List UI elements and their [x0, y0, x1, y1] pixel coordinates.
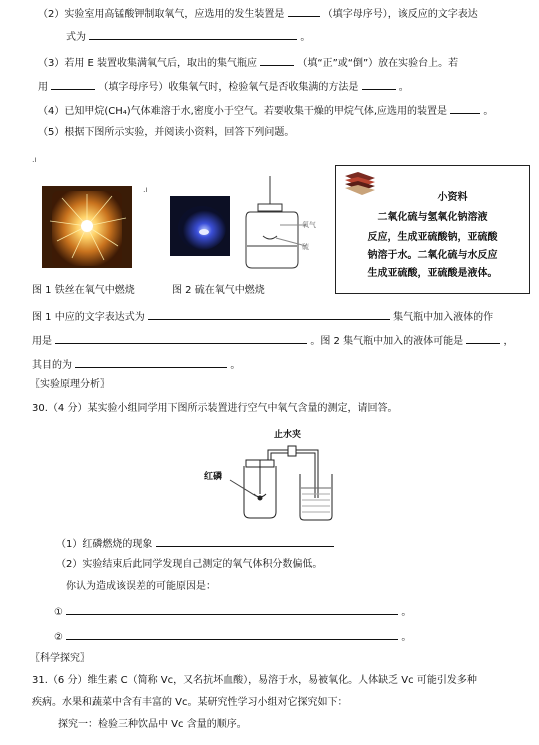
info-box-line-4: 生成亚硫酸，亚硫酸是液体。 [367, 268, 498, 279]
q4-blank-device[interactable] [450, 103, 480, 114]
q30-sub1-text: （1）红磷燃烧的现象 [56, 539, 153, 550]
q3-text-b: （填“正”或“倒”）放在实验台上。若 [297, 58, 459, 69]
q30-item2 [54, 629, 411, 645]
q3-line1 [38, 55, 458, 71]
q5-answer-line3 [32, 357, 240, 373]
q2-period: 。 [300, 32, 311, 43]
q2-line2 [66, 29, 310, 45]
q5-answer-text-a: 图 1 中应的文字表达式为 [32, 312, 145, 323]
figure2-photo [170, 196, 230, 256]
info-box-line-3: 钠溶于水。二氧化硫与水反应 [367, 250, 498, 261]
section-heading-inquiry: 〖科学探究〗 [30, 653, 90, 664]
q4-line [38, 103, 493, 119]
q3-text-d: （填字母序号）收集氧气时，检验氧气是否收集满的方法是 [98, 82, 359, 93]
figure2-label-sulfur: 硫 [302, 243, 309, 251]
q4-text: （4）已知甲烷(CH₄)气体难溶于水,密度小于空气。若要收集干燥的甲烷气体,应选用的装置是 [38, 106, 448, 117]
info-box-title: 小资料 [437, 192, 468, 203]
figure2-diagram [236, 176, 316, 271]
q5-answer-text-c: 用是 [32, 336, 52, 347]
figure1-mark: .ı [143, 185, 148, 194]
q30-blank-phenomenon[interactable] [156, 536, 334, 547]
q5-answer-text-b: 集气瓶中加入液体的作 [393, 312, 494, 323]
figure1-image [42, 186, 132, 268]
q5-answer-period: 。 [230, 360, 241, 371]
q30-label-phosphorus: 红磷 [204, 472, 223, 482]
q30-title: 30.（4 分）某实验小组同学用下图所示装置进行空气中氧气含量的测定，请回答。 [32, 403, 398, 414]
q30-item2-label: ② [54, 632, 63, 643]
q5-blank-liquid[interactable] [466, 333, 500, 344]
q3-blank-orientation[interactable] [260, 55, 294, 66]
paragraph-mark: .ı [32, 155, 37, 164]
q31-line3: 探究一：检验三种饮品中 Vc 含量的顺序。 [58, 719, 247, 730]
figure1-caption: 图 1 铁丝在氧气中燃烧 [32, 285, 135, 296]
q30-sub2: （2）实验结束后此同学发现自己测定的氧气体积分数偏低。 [56, 559, 323, 570]
q5-answer-line2 [32, 333, 513, 349]
q3-blank-collect[interactable] [51, 79, 95, 90]
section-heading-principle: 〖实验原理分析〗 [30, 379, 110, 390]
q5-blank-liquid-purpose[interactable] [55, 333, 307, 344]
q30-item1 [54, 604, 411, 620]
info-box-line-1: 二氧化硫与氢氧化钠溶液 [377, 212, 488, 223]
q30-blank-reason1[interactable] [66, 604, 398, 615]
q2-text-a: （2）实验室用高锰酸钾制取氧气，应选用的发生装置是 [38, 9, 285, 20]
figure2-label-oxygen: 氧气 [302, 221, 316, 229]
q2-text-c: 式为 [66, 32, 86, 43]
q5-blank-equation[interactable] [148, 309, 390, 320]
q5-answer-comma: ， [503, 336, 514, 347]
q2-blank-device[interactable] [288, 6, 320, 17]
q5-answer-line1 [32, 309, 493, 325]
q3-text-c: 用 [38, 82, 48, 93]
q30-sub1 [56, 536, 334, 552]
info-box [335, 165, 530, 294]
q3-period: 。 [398, 82, 409, 93]
q2-line1 [38, 6, 478, 22]
q5-answer-text-d: 。图 2 集气瓶中加入的液体可能是 [310, 336, 464, 347]
figure2-caption: 图 2 硫在氧气中燃烧 [172, 285, 265, 296]
q30-item1-label: ① [54, 607, 63, 618]
q30-item1-dot: 。 [401, 607, 412, 618]
q31-line2: 疾病。水果和蔬菜中含有丰富的 Vc。某研究性学习小组对它探究如下： [32, 697, 348, 708]
q3-text-a: （3）若用 E 装置收集满氧气后，取出的集气瓶应 [38, 58, 258, 69]
q2-text-b: （填字母序号），该反应的文字表达 [322, 9, 478, 20]
q2-blank-equation[interactable] [89, 29, 297, 40]
q4-period: 。 [483, 106, 494, 117]
q3-line2 [38, 79, 409, 95]
info-box-line-2: 反应，生成亚硫酸钠，亚硫酸 [367, 232, 498, 243]
q30-sub3: 你认为造成该误差的可能原因是： [66, 581, 216, 592]
q5-intro: （5）根据下图所示实验，并阅读小资料，回答下列问题。 [38, 127, 295, 138]
q5-answer-text-e: 其目的为 [32, 360, 72, 371]
q31-line1: 31.（6 分）维生素 C（简称 Vc，又名抗坏血酸），易溶于水，易被氧化。人体缺乏 Vc 可能引发多种 [32, 675, 477, 686]
q3-blank-method[interactable] [362, 79, 396, 90]
q5-blank-purpose[interactable] [75, 357, 227, 368]
q30-apparatus [200, 428, 350, 522]
q30-label-clamp: 止水夹 [274, 430, 302, 440]
q30-item2-dot: 。 [401, 632, 412, 643]
q30-blank-reason2[interactable] [66, 629, 398, 640]
